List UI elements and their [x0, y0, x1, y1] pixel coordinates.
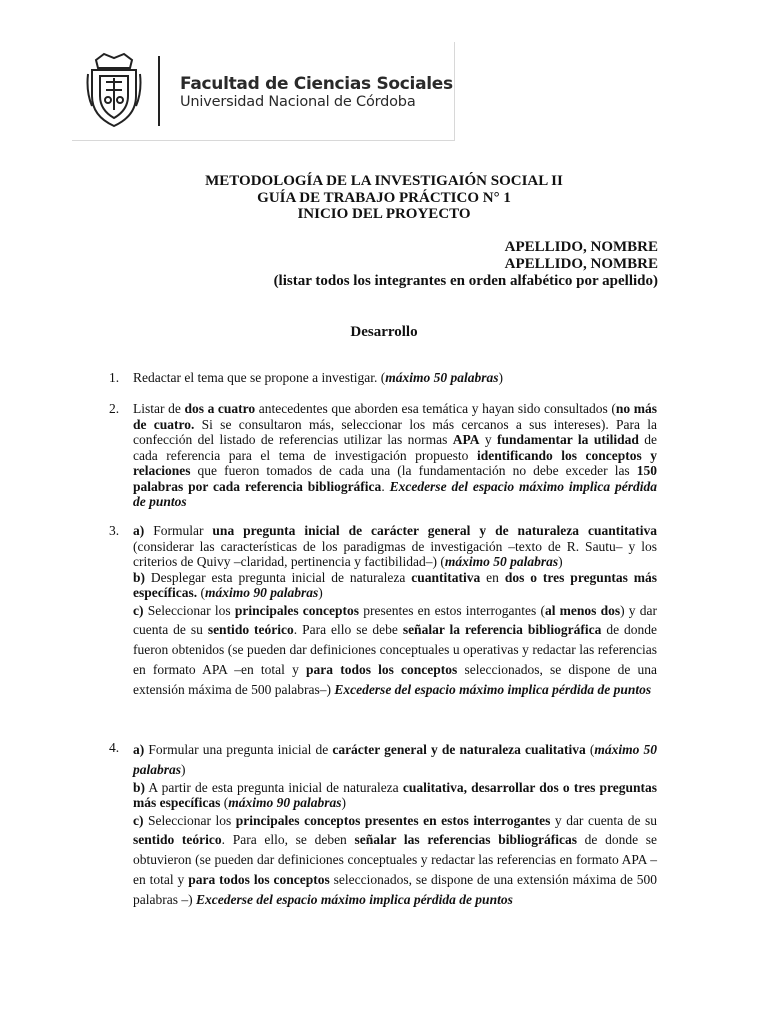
item-body	[133, 740, 657, 910]
item-number: 2.	[109, 401, 120, 416]
item-part-c: c) Seleccionar los principales conceptos presentes en estos interrogantes (al menos dos) y dar cuenta de su sentido teórico. Para ello se debe señalar la referencia bibliográfica de donde fueron obtenidos (se pueden dar definiciones conceptuales u operativas y redactar las referencias en formato APA –en total y para todos los conceptos seleccionados, se dispone de una extensión máxima de 500 palabras–) Excederse del espacio máximo implica pérdida de puntos	[133, 602, 657, 697]
authors-note: (listar todos los integrantes en orden alfabético por apellido)	[273, 273, 658, 289]
item-body: Redactar el tema que se propone a investigar. (máximo 50 palabras)	[133, 370, 504, 385]
project-title: INICIO DEL PROYECTO	[297, 206, 471, 222]
header-divider	[158, 56, 160, 126]
item-part-a: a) Formular una pregunta inicial de carácter general y de naturaleza cualitativa (máximo 50 palabras)	[133, 742, 657, 777]
author-line-1: APELLIDO, NOMBRE	[504, 239, 658, 255]
item-part-a: a) Formular una pregunta inicial de carácter general y de naturaleza cuantitativa (considerar las características de los paradigmas de investigación –texto de R. Sautu– y los criterios de Quivy –claridad, pertinencia y factibilidad–) (máximo 50 palabras)	[133, 523, 657, 569]
item-number: 1.	[109, 370, 120, 385]
item-part-b: b) A partir de esta pregunta inicial de naturaleza cualitativa, desarrollar dos o tres preguntas más específicas (máximo 90 palabras)	[133, 779, 657, 811]
list-item	[109, 370, 659, 386]
guide-title: GUÍA DE TRABAJO PRÁCTICO N° 1	[257, 190, 511, 206]
item-number: 3.	[109, 523, 120, 538]
course-title: METODOLOGÍA DE LA INVESTIGAIÓN SOCIAL II	[205, 173, 563, 189]
list-item	[109, 401, 659, 510]
list-item	[109, 740, 659, 910]
faculty-name: Facultad de Ciencias Sociales	[180, 74, 453, 94]
university-name: Universidad Nacional de Córdoba	[180, 94, 416, 110]
item-part-b: b) Desplegar esta pregunta inicial de naturaleza cuantitativa en dos o tres preguntas más específicas. (máximo 90 palabras)	[133, 569, 657, 600]
list-item	[109, 523, 659, 699]
author-line-2: APELLIDO, NOMBRE	[504, 256, 658, 272]
section-title: Desarrollo	[350, 324, 418, 340]
item-body: Listar de dos a cuatro antecedentes que aborden esa temática y hayan sido consultados (no más de cuatro. Si se consultaron más, seleccionar los más cercanos a sus intereses). Para la confección del listado de referencias utilizar las normas APA y fundamentar la utilidad de cada referencia para el tema de investigación propuesto identificando los conceptos y relaciones que fueron tomados de cada una (la fundamentación no debe exceder las 150 palabras por cada referencia bibliográfica. Excederse del espacio máximo implica pérdida de puntos	[133, 401, 657, 509]
item-body	[133, 523, 657, 699]
university-seal-logo	[86, 52, 142, 128]
item-number: 4.	[109, 740, 120, 755]
item-part-c: c) Seleccionar los principales conceptos presentes en estos interrogantes y dar cuenta de su sentido teórico. Para ello, se deben señalar las referencias bibliográficas de donde se obtuvieron (se pueden dar definiciones conceptuales y redactar las referencias en formato APA – en total y para todos los conceptos seleccionados, se dispone de una extensión máxima de 500 palabras –) Excederse del espacio máximo implica pérdida de puntos	[133, 812, 657, 907]
